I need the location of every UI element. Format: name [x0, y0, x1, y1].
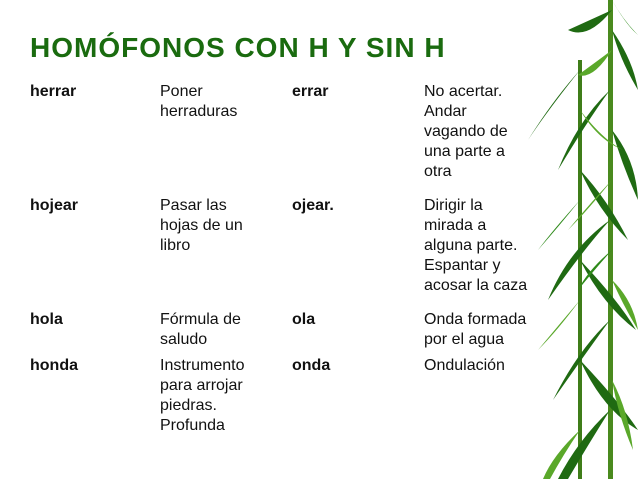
word-with-h: hola: [30, 311, 63, 328]
word-without-h: errar: [292, 83, 329, 100]
word-with-h: herrar: [30, 83, 77, 100]
word-without-h: onda: [292, 357, 331, 374]
definition-without-h: No acertar. Andar vagando de una parte a otra: [424, 83, 508, 180]
word-without-h: ola: [292, 311, 316, 328]
definition-with-h: Instrumento para arrojar piedras. Profunda: [160, 357, 245, 434]
definition-with-h: Pasar las hojas de un libro: [160, 197, 243, 254]
definition-without-h: Onda formada por el agua: [424, 311, 527, 348]
definition-with-h: Poner herraduras: [160, 83, 238, 120]
definition-without-h: Ondulación: [424, 357, 505, 374]
word-with-h: hojear: [30, 197, 79, 214]
word-with-h: honda: [30, 357, 78, 374]
page-title: HOMÓFONOS CON H Y SIN H: [30, 32, 446, 63]
definition-with-h: Fórmula de saludo: [160, 311, 241, 348]
word-without-h: ojear.: [292, 197, 334, 214]
definition-without-h: Dirigir la mirada a alguna parte. Espantar y acosar la caza: [424, 197, 528, 294]
